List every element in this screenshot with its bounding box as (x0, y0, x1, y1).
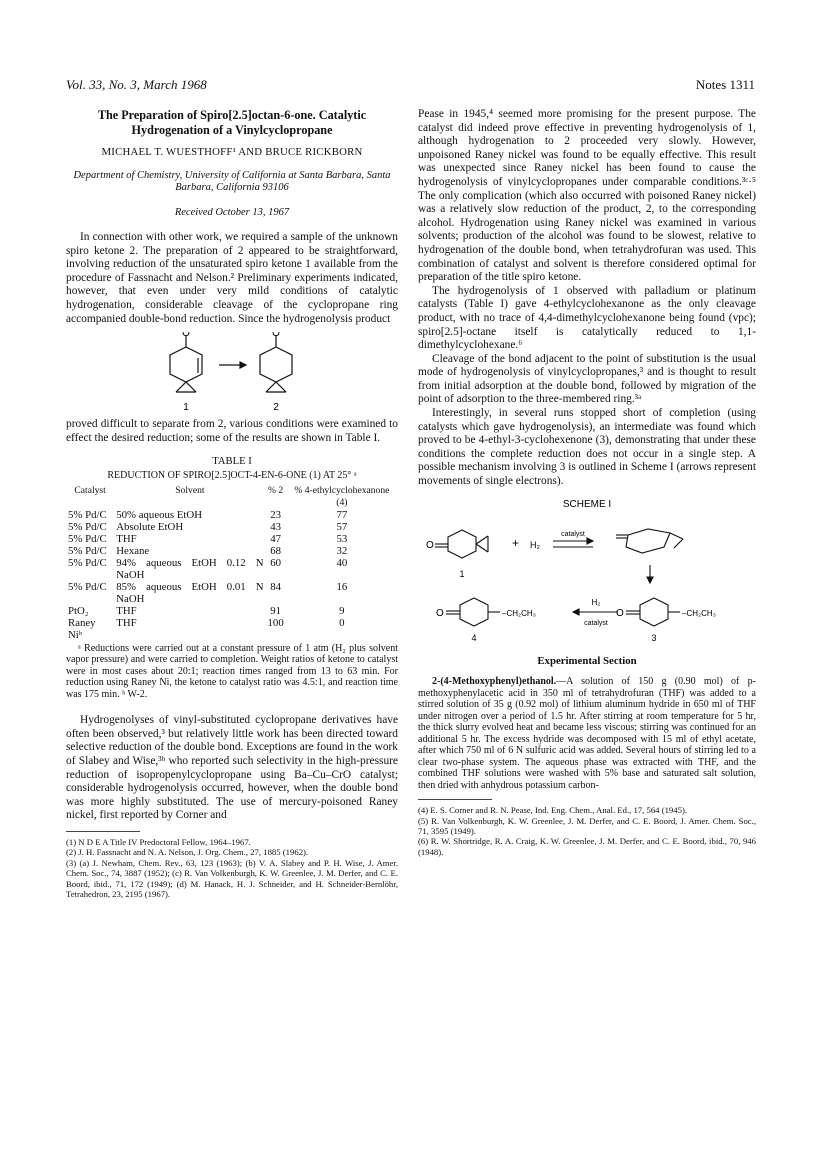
scheme-svg (418, 495, 756, 643)
compound-label-2: 2 (273, 402, 279, 414)
right-paragraph-4: Interestingly, in several runs stopped short of completion (using catalysts which gave hydrogenolysis), an intermediate was found which proved to be 4-ethyl-3-cyclohexenone (3), demonstrating that under these conditions the complete reduction does not occur in a single step. A possible mechanism involving 3 is outlined in Scheme I (arrows represent movements of single electrons). (418, 407, 756, 488)
experimental-paragraph (418, 676, 756, 791)
scheme-title: SCHEME I (562, 498, 612, 510)
footnote-6: (6) R. W. Shortridge, R. A. Craig, K. W. Greenlee, J. M. Derfer, and C. E. Boord, ibid., 70, 946 (1948). (418, 836, 756, 857)
scheme-oxygen-3: O (616, 607, 624, 619)
oxygen-label-2: O (272, 332, 280, 340)
left-paragraph-1: In connection with other work, we required a sample of the unknown spiro ketone 2. The preparation of 2 appeared to be straightforward, involving reduction of the unsaturated spiro ketone 1 available from the procedure of Fassnacht and Nelson.² Preliminary experiments indicated, however, that even under very mild conditions of catalytic hydrogenation, considerable cleavage of the cyclopropane ring accompanied double-bond reduction. Since the hydrogenolysis product (66, 231, 398, 325)
table-header-percent-2: % 2 (268, 484, 284, 496)
running-header-left: Vol. 33, No. 3, March 1968 (66, 77, 207, 92)
received-date: Received October 13, 1967 (174, 206, 290, 218)
scheme-plus: + (512, 535, 520, 550)
table-row: 5% Pd/C 85% aqueous EtOH 0.01 N NaOH 84 16 (68, 580, 348, 605)
scheme-catalyst-top: catalyst (561, 530, 585, 538)
experimental-text: —A solution of 150 g (0.90 mol) of p-methoxyphenylacetic acid in 350 ml of tetrahydrofuran (THF) was added to a stirred solution of 35 g (0.92 mol) of lithium aluminum hydride in 650 ml of THF under nitrogen over a period of 1.5 hr. After stirring at room temperature for 5 hr, the thick slurry evolved heat and became less viscous; stirring was continued for an additional 5 hr. The excess hydride was decomposed with 15 ml of ethyl acetate, after which 750 ml of 6 N sulfuric acid was added. Several hours of stirring led to a clear two-phase system. The aqueous phase was extracted with THF, and the combined THF solutions were washed with 5% base and saturated salt solution, then dried with anhydrous potassium carbon- (418, 676, 756, 791)
table-row: 5% Pd/C THF 47 53 (68, 532, 348, 545)
footnote-4: (4) E. S. Corner and R. N. Pease, Ind. Eng. Chem., Anal. Ed., 17, 564 (1945). (418, 805, 688, 816)
scheme-label-4: 4 (471, 632, 477, 643)
right-paragraph-1: Pease in 1945,⁴ seemed more promising for the present purpose. The catalyst did indeed prove effective in preventing hydrogenolysis of 1, although hydrogenation to 2 proceeded very slowly. However, unpoisoned Raney nickel was found to be equally effective. This result was unexpected since Raney nickel has been found to cause the hydrogenolysis of vinylcyclopropanes under comparable conditions.³ᶜ·⁵ The only complication (which also occurred with poisoned Raney nickel) was a relatively slow reduction of the product, 2, to the corresponding alcohol. Hydrogenation using Raney nickel was examined in various solvents; production of the alcohol was found to be slowest, relative to hydrogenation of the double bond, when tetrahydrofuran was used. This combination of catalyst and solvent is therefore considered optimal for preparation of the title spiro ketone. (418, 108, 756, 284)
scheme-h2-top: H₂ (530, 539, 540, 550)
scheme-h2-bottom: H₂ (591, 597, 601, 607)
right-footnotes (418, 805, 756, 857)
scheme-ethyl-3: –CH₂CH₃ (682, 608, 716, 618)
right-column (418, 108, 756, 857)
footnote-2: (2) J. H. Fassnacht and N. A. Nelson, J. Org. Chem., 27, 1885 (1962). (66, 847, 309, 858)
footnote-rule-right (418, 799, 492, 800)
left-paragraph-2: proved difficult to separate from 2, various conditions were examined to effect the desired reduction; some of the results are shown in Table I. (66, 418, 398, 444)
scheme-figure (418, 495, 756, 643)
left-footnotes (66, 837, 398, 899)
structures-svg (66, 332, 398, 414)
table-row: Raney Niᵇ THF 100 0 (68, 616, 345, 641)
reduction-table (66, 485, 398, 641)
scheme-oxygen-1: O (426, 539, 434, 551)
footnote-1: (1) N D E A Title IV Predoctoral Fellow, 1964–1967. (66, 836, 251, 847)
left-paragraph-3: Hydrogenolyses of vinyl-substituted cyclopropane derivatives have often been observed,³ but relatively little work has been directed toward selective reduction of the double bond. Exceptions are found in the work of Slabey and Wise,³ᵇ who reported such selectivity in the high-pressure reduction of isopropenylcyclopropane using Ba–Cu–CrO catalyst; considerable hydrogenolysis occurred, however, when the double bond was more highly substituted. The use of mercury-poisoned Raney nickel, first reported by Corner and (66, 714, 398, 822)
article-title: The Preparation of Spiro[2.5]octan-6-one. Catalytic Hydrogenation of a Vinylcyclopropane (97, 108, 367, 137)
footnote-rule (66, 831, 140, 832)
table-row: 5% Pd/C 50% aqueous EtOH 23 77 (68, 508, 348, 521)
right-paragraph-3: Cleavage of the bond adjacent to the point of substitution is the usual mode of hydrogenolysis of vinylcyclopropanes,³ and is thought to result from initial adsorption at the double bond, followed by migration of the point of adsorption to the three-membered ring.³ᵃ (418, 352, 756, 406)
table-header-percent-4: % 4-ethylcyclohexanone (4) (294, 484, 390, 508)
compound-label-1: 1 (183, 402, 189, 414)
running-header-right: Notes 1311 (695, 77, 755, 92)
table-caption: TABLE I (212, 456, 252, 468)
right-paragraph-2: The hydrogenolysis of 1 observed with palladium or platinum catalysts (Table I) gave 4-ethylcyclohexanone as the only cleavage product, with no trace of 4,4-dimethylcyclohexanone being found (vpc); spiro[2.5]-octane itself is catalytically reduced to 1,1-dimethylcyclohexane.⁶ (418, 284, 756, 352)
scheme-ethyl-4: –CH₂CH₃ (502, 608, 536, 618)
scheme-catalyst-bottom: catalyst (584, 619, 608, 627)
footnote-5: (5) R. Van Volkenburgh, K. W. Greenlee, J. M. Derfer, and C. E. Boord, J. Amer. Chem. Soc., 71, 3595 (1949). (418, 815, 756, 837)
compound-structures-figure (66, 332, 398, 414)
left-column (66, 108, 398, 899)
scheme-label-1: 1 (459, 568, 465, 579)
table-row: PtO₂ THF 91 9 (68, 604, 345, 617)
table-footnote: ᵃ Reductions were carried out at a constant pressure of 1 atm (H₂ plus solvent vapor pressure) and were carried to completion. Weight ratios of ketone to catalyst were in most cases about 20:1; reaction times ranged from 13 to 63 min. For reduction using Raney Ni, the ketone to catalyst ratio was 4.5:1, and reaction time was 175 min. ᵇ W-2. (66, 642, 398, 700)
table-row: 5% Pd/C 94% aqueous EtOH 0.12 N NaOH 60 40 (68, 556, 348, 581)
experimental-heading: Experimental Section (537, 654, 637, 667)
scheme-oxygen-4: O (436, 607, 444, 619)
table-header-solvent: Solvent (175, 484, 205, 496)
oxygen-label-1: O (182, 332, 190, 340)
affiliation: Department of Chemistry, University of California at Santa Barbara, Santa Barbara, California 93106 (73, 169, 391, 194)
experimental-compound: 2-(4-Methoxyphenyl)ethanol. (432, 676, 557, 688)
table-row: 5% Pd/C Absolute EtOH 43 57 (68, 520, 348, 533)
table-header-catalyst: Catalyst (74, 484, 106, 496)
scheme-label-3: 3 (651, 632, 657, 643)
table-title: REDUCTION OF SPIRO[2.5]OCT-4-EN-6-ONE (1) AT 25° ᵃ (107, 470, 357, 482)
footnote-3: (3) (a) J. Newham, Chem. Rev., 63, 123 (1963); (b) V. A. Slabey and P. H. Wise, J. Amer. Chem. Soc., 74, 3887 (1952); (c) R. Van Volkenburgh, K. W. Greenlee, J. M. Derfer, and C. E. Boord, ibid., 71, 172 (1949); (d) M. Hanack, H. J. Schneider, and H. Schneider-Bernlöhr, Tetrahedron, 23, 2195 (1967). (66, 857, 398, 899)
authors: MICHAEL T. WUESTHOFF¹ AND BRUCE RICKBORN (101, 146, 363, 158)
table-row: 5% Pd/C Hexane 68 32 (68, 544, 348, 557)
